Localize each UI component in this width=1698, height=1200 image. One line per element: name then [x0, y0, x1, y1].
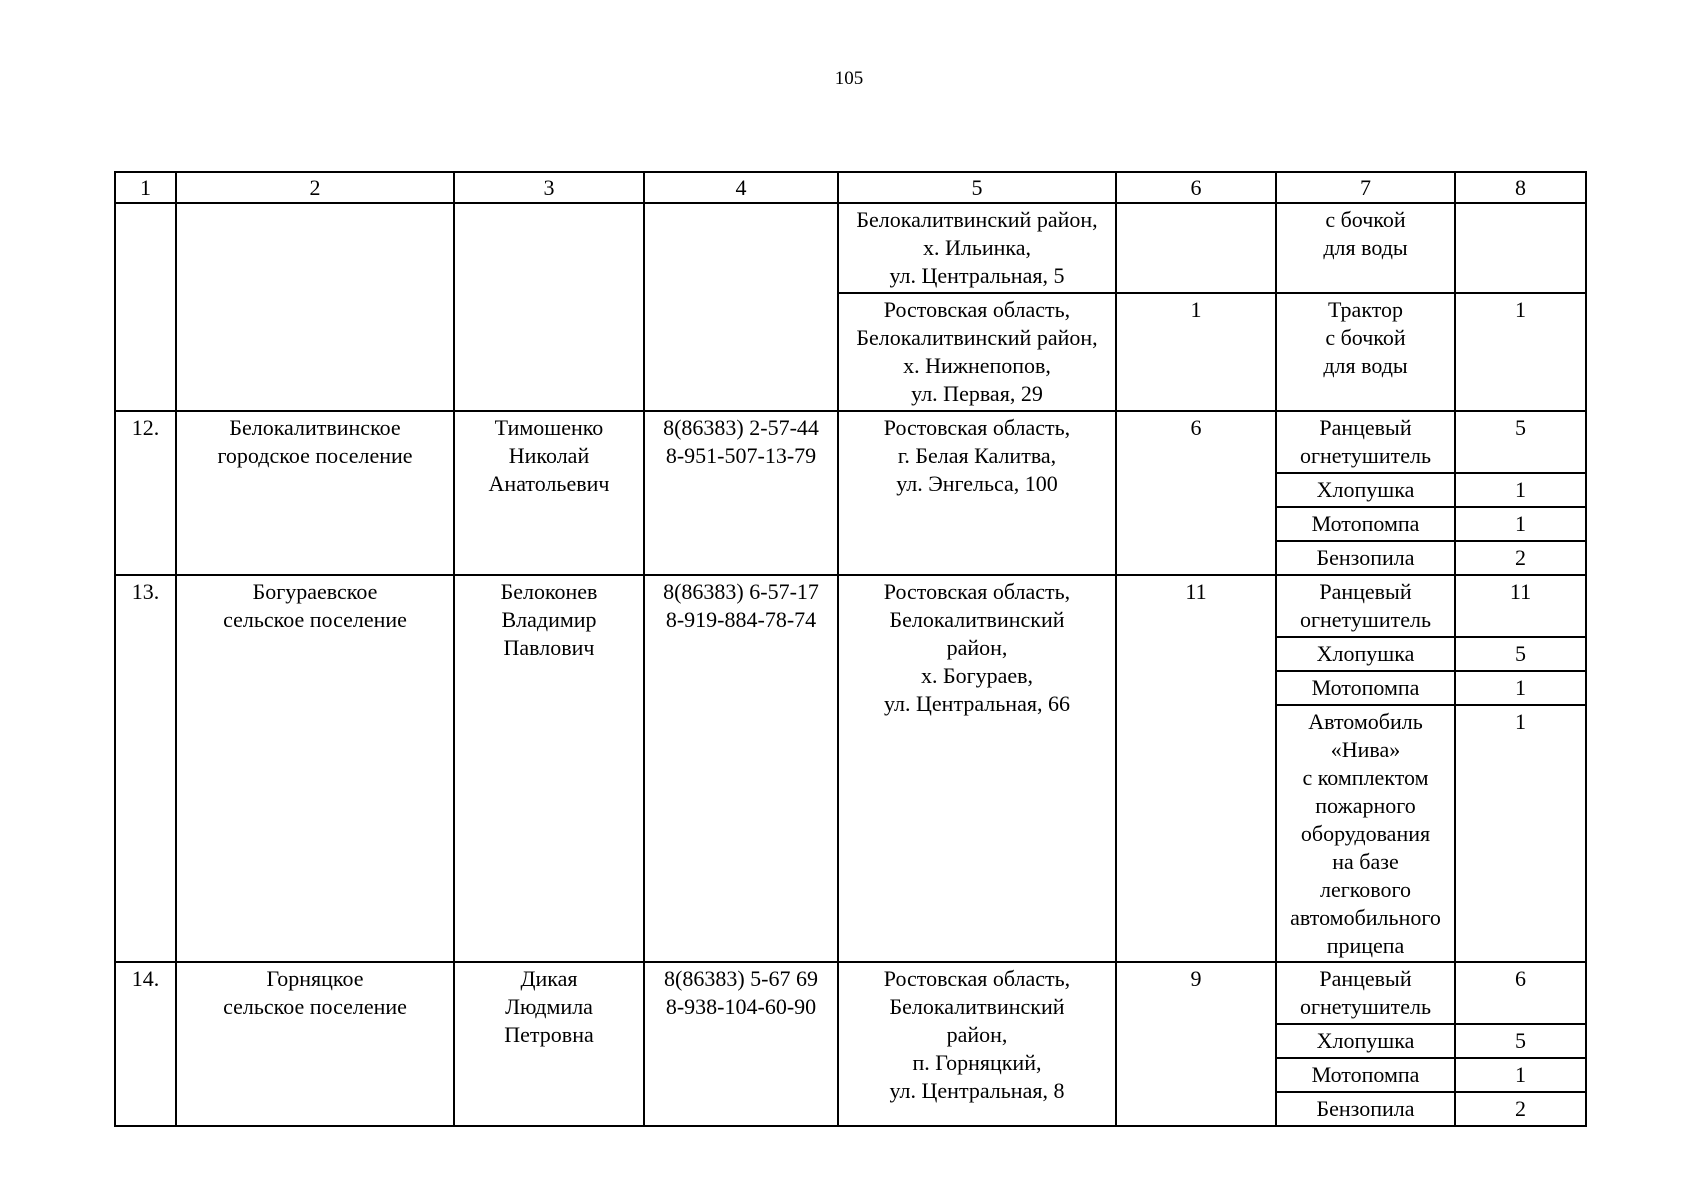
cell-empty — [1455, 203, 1586, 293]
count-cell: 9 — [1116, 962, 1276, 1126]
settlement-cell: Богураевское сельское поселение — [176, 575, 454, 962]
equipment-cell: Мотопомпа — [1276, 507, 1455, 541]
count-cell: 6 — [1116, 411, 1276, 575]
equipment-cell: Ранцевый огнетушитель — [1276, 962, 1455, 1024]
cell-empty — [176, 203, 454, 411]
column-header: 4 — [644, 172, 838, 203]
address-cell: Ростовская область, г. Белая Калитва, ул. Энгельса, 100 — [838, 411, 1116, 575]
equipment-cell: Ранцевый огнетушитель — [1276, 575, 1455, 637]
quantity-cell: 1 — [1455, 705, 1586, 962]
phone-cell: 8(86383) 2-57-44 8-951-507-13-79 — [644, 411, 838, 575]
quantity-cell: 11 — [1455, 575, 1586, 637]
row-number: 12. — [115, 411, 176, 575]
column-header: 1 — [115, 172, 176, 203]
count-cell: 1 — [1116, 293, 1276, 411]
count-cell: 11 — [1116, 575, 1276, 962]
equipment-cell: Ранцевый огнетушитель — [1276, 411, 1455, 473]
quantity-cell: 5 — [1455, 411, 1586, 473]
head-name-cell: Дикая Людмила Петровна — [454, 962, 644, 1126]
cell-empty — [1116, 203, 1276, 293]
quantity-cell: 5 — [1455, 1024, 1586, 1058]
settlement-cell: Белокалитвинское городское поселение — [176, 411, 454, 575]
head-name-cell: Белоконев Владимир Павлович — [454, 575, 644, 962]
column-header: 5 — [838, 172, 1116, 203]
equipment-cell: Трактор с бочкой для воды — [1276, 293, 1455, 411]
cell-empty — [454, 203, 644, 411]
page-number: 105 — [834, 68, 864, 89]
quantity-cell: 1 — [1455, 507, 1586, 541]
quantity-cell: 2 — [1455, 541, 1586, 575]
cell-empty — [115, 203, 176, 411]
quantity-cell: 6 — [1455, 962, 1586, 1024]
table-row — [115, 203, 1586, 293]
equipment-table — [114, 171, 1587, 1127]
address-cell: Ростовская область, Белокалитвинский район, п. Горняцкий, ул. Центральная, 8 — [838, 962, 1116, 1126]
address-cell: Ростовская область, Белокалитвинский район, х. Богураев, ул. Центральная, 66 — [838, 575, 1116, 962]
phone-cell: 8(86383) 6-57-17 8-919-884-78-74 — [644, 575, 838, 962]
equipment-cell: Мотопомпа — [1276, 671, 1455, 705]
row-number: 14. — [115, 962, 176, 1126]
equipment-cell: Бензопила — [1276, 541, 1455, 575]
column-header: 7 — [1276, 172, 1455, 203]
quantity-cell: 1 — [1455, 671, 1586, 705]
equipment-cell: Хлопушка — [1276, 637, 1455, 671]
column-header: 2 — [176, 172, 454, 203]
column-header: 6 — [1116, 172, 1276, 203]
header-row — [115, 172, 1586, 203]
table-row — [115, 411, 1586, 473]
table-row — [115, 575, 1586, 637]
equipment-cell: Бензопила — [1276, 1092, 1455, 1126]
phone-cell: 8(86383) 5-67 69 8-938-104-60-90 — [644, 962, 838, 1126]
quantity-cell: 1 — [1455, 293, 1586, 411]
address-cell: Белокалитвинский район, х. Ильинка, ул. Центральная, 5 — [838, 203, 1116, 293]
quantity-cell: 1 — [1455, 473, 1586, 507]
column-header: 3 — [454, 172, 644, 203]
equipment-cell: с бочкой для воды — [1276, 203, 1455, 293]
equipment-cell: Хлопушка — [1276, 473, 1455, 507]
equipment-cell: Хлопушка — [1276, 1024, 1455, 1058]
settlement-cell: Горняцкое сельское поселение — [176, 962, 454, 1126]
row-number: 13. — [115, 575, 176, 962]
cell-empty — [644, 203, 838, 411]
quantity-cell: 5 — [1455, 637, 1586, 671]
address-cell: Ростовская область, Белокалитвинский район, х. Нижнепопов, ул. Первая, 29 — [838, 293, 1116, 411]
head-name-cell: Тимошенко Николай Анатольевич — [454, 411, 644, 575]
quantity-cell: 2 — [1455, 1092, 1586, 1126]
equipment-cell: Автомобиль «Нива» с комплектом пожарного оборудования на базе легкового автомобильного прицепа — [1276, 705, 1455, 962]
equipment-cell: Мотопомпа — [1276, 1058, 1455, 1092]
quantity-cell: 1 — [1455, 1058, 1586, 1092]
table-row — [115, 962, 1586, 1024]
column-header: 8 — [1455, 172, 1586, 203]
